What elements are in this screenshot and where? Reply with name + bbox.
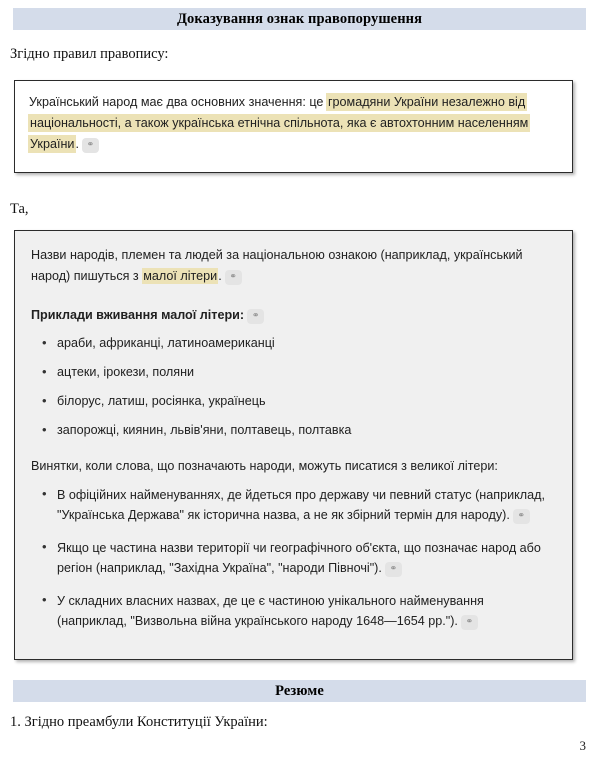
link-icon[interactable]: ⚭ xyxy=(513,509,530,524)
rule-intro-before: Назви народів, племен та людей за національною ознакою (наприклад, український народ) пишуться з xyxy=(31,248,523,283)
exceptions-list xyxy=(31,485,556,631)
list-item xyxy=(57,591,556,631)
link-icon[interactable]: ⚭ xyxy=(461,615,478,630)
exception-item-text: У складних власних назвах, де це є частиною унікального найменування (наприклад, "Визвольна війна українського народу 1648—1654 рр."). xyxy=(57,594,484,628)
list-item xyxy=(57,485,556,525)
card-one-highlighted-text: громадяни України незалежно від національності, а також українська етнічна спільнота, яка є автохтонним населенням України xyxy=(30,95,529,151)
list-item xyxy=(57,421,556,440)
list-item xyxy=(57,363,556,382)
list-item xyxy=(57,392,556,411)
link-icon[interactable]: ⚭ xyxy=(82,138,99,153)
example-item-text: араби, африканці, латиноамериканці xyxy=(57,336,275,350)
paragraph-closing: 1. Згідно преамбули Конституції України: xyxy=(10,714,268,730)
rule-intro-text xyxy=(31,245,556,287)
card-one-plain-text: Український народ має два основних значення: це xyxy=(29,95,327,109)
link-icon[interactable]: ⚭ xyxy=(225,270,242,285)
rule-intro-highlight: малої літери xyxy=(143,269,218,283)
example-item-text: ацтеки, ірокези, поляни xyxy=(57,365,195,379)
example-item-text: запорожці, киянин, львів'яни, полтавець, полтавка xyxy=(57,423,352,437)
examples-list xyxy=(31,334,556,440)
page-number: 3 xyxy=(579,738,586,753)
list-item xyxy=(57,334,556,353)
examples-heading-line xyxy=(31,305,556,326)
section-heading-resume: Резюме xyxy=(13,680,586,702)
exceptions-intro: Винятки, коли слова, що позначають народи, можуть писатися з великої літери: xyxy=(31,459,498,473)
exception-item-text: Якщо це частина назви території чи географічного об'єкта, що позначає народ або регіон (наприклад, "Західна Україна", "народи Півночі"). xyxy=(57,541,541,575)
card-one-trailing-period: . xyxy=(75,137,79,151)
rules-card xyxy=(14,230,573,660)
paragraph-intro: Згідно правил правопису: xyxy=(10,46,169,62)
section-heading-evidence: Доказування ознак правопорушення xyxy=(13,8,586,30)
link-icon[interactable]: ⚭ xyxy=(247,309,264,324)
examples-heading: Приклади вживання малої літери: xyxy=(31,308,245,322)
card-one-text xyxy=(29,92,558,155)
list-item xyxy=(57,538,556,578)
exception-item-text: В офіційних найменуваннях, де йдеться про державу чи певний статус (наприклад, "Українська Держава" як історична назва, а не як збірний термін для народу). xyxy=(57,488,545,522)
quote-card-definition xyxy=(14,80,573,173)
paragraph-connector: Та, xyxy=(10,201,29,217)
link-icon[interactable]: ⚭ xyxy=(385,562,402,577)
example-item-text: білорус, латиш, росіянка, українець xyxy=(57,394,266,408)
rule-intro-after: . xyxy=(218,269,222,283)
